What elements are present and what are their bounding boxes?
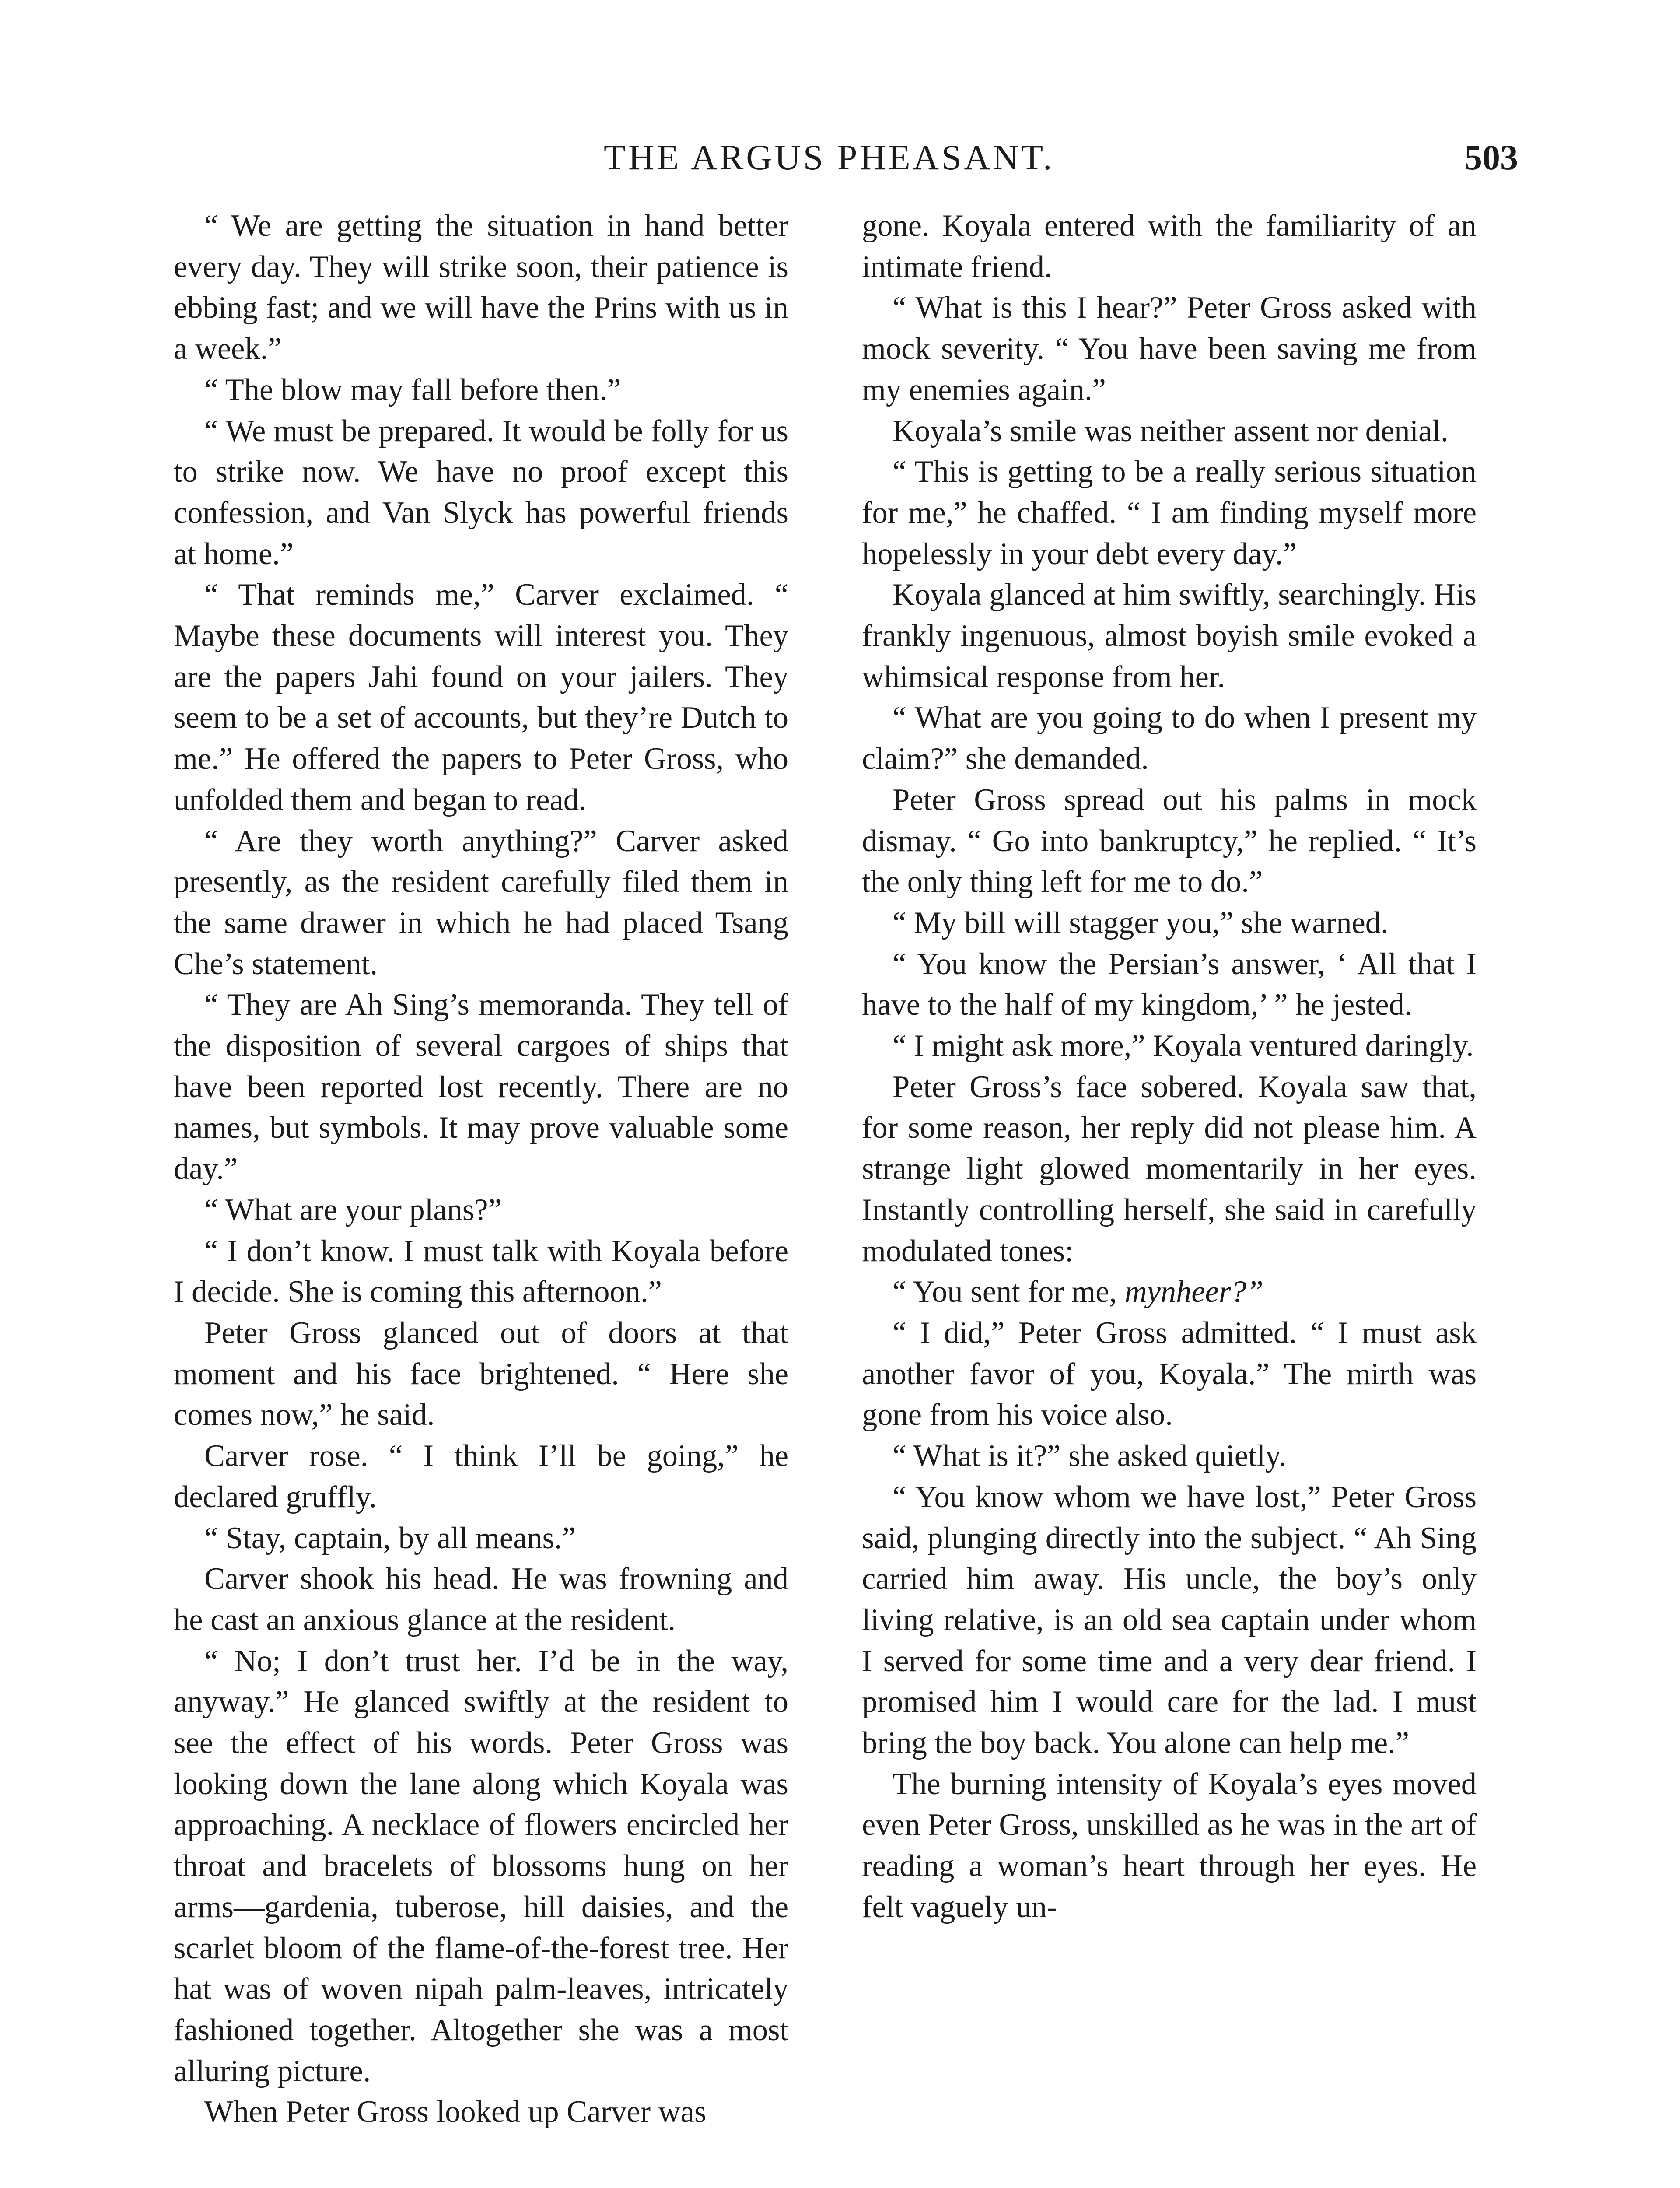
paragraph: Carver rose. “ I think I’ll be going,” he declared gruffly.: [174, 1439, 788, 1514]
paragraph: “ What is this I hear?” Peter Gross asked with mock severity. “ You have been saving me from my enemies again.”: [862, 291, 1477, 407]
paragraph: “ Stay, captain, by all means.”: [204, 1521, 576, 1555]
paragraph: “ What is it?” she asked quietly.: [892, 1439, 1287, 1473]
paragraph: “ What are your plans?”: [204, 1192, 502, 1227]
paragraph: “ You know the Persian’s answer, ‘ All that I have to the half of my kingdom,’ ” he jested.: [862, 947, 1477, 1022]
page-header: [0, 131, 1680, 184]
paragraph: Carver shook his head. He was frowning and he cast an anxious glance at the resident.: [174, 1562, 788, 1637]
paragraph: “ Are they worth anything?” Carver asked presently, as the resident carefully filed them in the same drawer in which he had placed Tsang Che’s statement.: [174, 824, 788, 981]
paragraph: The burning intensity of Koyala’s eyes moved even Peter Gross, unskilled as he was in the art of reading a woman’s heart through her eyes. He felt vaguely un-: [862, 1767, 1477, 1924]
paragraph: “ I might ask more,” Koyala ventured daringly.: [892, 1029, 1474, 1063]
paragraph: Koyala glanced at him swiftly, searchingly. His frankly ingenuous, almost boyish smile evoked a whimsical response from her.: [862, 578, 1477, 694]
paragraph: “ That reminds me,” Carver exclaimed. “ Maybe these documents will interest you. They are the papers Jahi found on your jailers. They seem to be a set of accounts, but they’re Dutch to me.” He offered the papers to Peter Gross, who unfolded them and began to read.: [174, 578, 788, 817]
paragraph: “ No; I don’t trust her. I’d be in the way, anyway.” He glanced swiftly at the resident to see the effect of his words. Peter Gross was looking down the lane along which Koyala was approaching. A necklace of flowers encircled her throat and bracelets of blossoms hung on her arms—gardenia, tuberose, hill daisies, and the scarlet bloom of the flame-of-the-forest tree. Her hat was of woven nipah palm-leaves, intricately fashioned together. Altogether she was a most alluring picture.: [174, 1644, 788, 2088]
paragraph: Peter Gross’s face sobered. Koyala saw that, for some reason, her reply did not please him. A strange light glowed momentarily in her eyes. Instantly controlling herself, she said in carefully modulated tones:: [862, 1069, 1477, 1268]
italic-word: mynheer?”: [1124, 1275, 1264, 1309]
paragraph: When Peter Gross looked up Carver was: [204, 2095, 707, 2129]
paragraph: “ This is getting to be a really serious situation for me,” he chaffed. “ I am finding myself more hopelessly in your debt every day.”: [862, 455, 1477, 571]
right-column: [862, 206, 1477, 1928]
left-column: [174, 206, 788, 2133]
paragraph: [862, 1272, 1477, 1313]
paragraph: “ What are you going to do when I present my claim?” she demanded.: [862, 701, 1477, 776]
paragraph: “ We are getting the situation in hand better every day. They will strike soon, their patience is ebbing fast; and we will have the Prins with us in a week.”: [174, 209, 788, 366]
paragraph-continued: gone. Koyala entered with the familiarity of an intimate friend.: [862, 209, 1477, 284]
paragraph: “ They are Ah Sing’s memoranda. They tell of the disposition of several cargoes of ships that have been reported lost recently. There are no names, but symbols. It may prove valuable some day.”: [174, 988, 788, 1186]
running-title: THE ARGUS PHEASANT.: [604, 137, 1055, 177]
paragraph: “ My bill will stagger you,” she warned.: [892, 905, 1389, 940]
paragraph: “ You know whom we have lost,” Peter Gross said, plunging directly into the subject. “ Ah Sing carried him away. His uncle, the boy’s only living relative, is an old sea captain under whom I served for some time and a very dear friend. I promised him I would care for the lad. I must bring the boy back. You alone can help me.”: [862, 1480, 1477, 1760]
paragraph: “ We must be prepared. It would be folly for us to strike now. We have no proof except this confession, and Van Slyck has powerful friends at home.”: [174, 414, 788, 571]
dialogue-text: “ You sent for me,: [892, 1275, 1125, 1309]
page-number: 503: [1464, 137, 1518, 177]
paragraph: “ I don’t know. I must talk with Koyala before I decide. She is coming this afternoon.”: [174, 1234, 788, 1309]
paragraph: Peter Gross spread out his palms in mock dismay. “ Go into bankruptcy,” he replied. “ It’s the only thing left for me to do.”: [862, 782, 1477, 899]
paragraph: “ I did,” Peter Gross admitted. “ I must ask another favor of you, Koyala.” The mirth was gone from his voice also.: [862, 1315, 1477, 1432]
paragraph: Peter Gross glanced out of doors at that moment and his face brightened. “ Here she comes now,” he said.: [174, 1315, 788, 1432]
paragraph: Koyala’s smile was neither assent nor denial.: [892, 414, 1449, 448]
paragraph: “ The blow may fall before then.”: [204, 372, 621, 407]
